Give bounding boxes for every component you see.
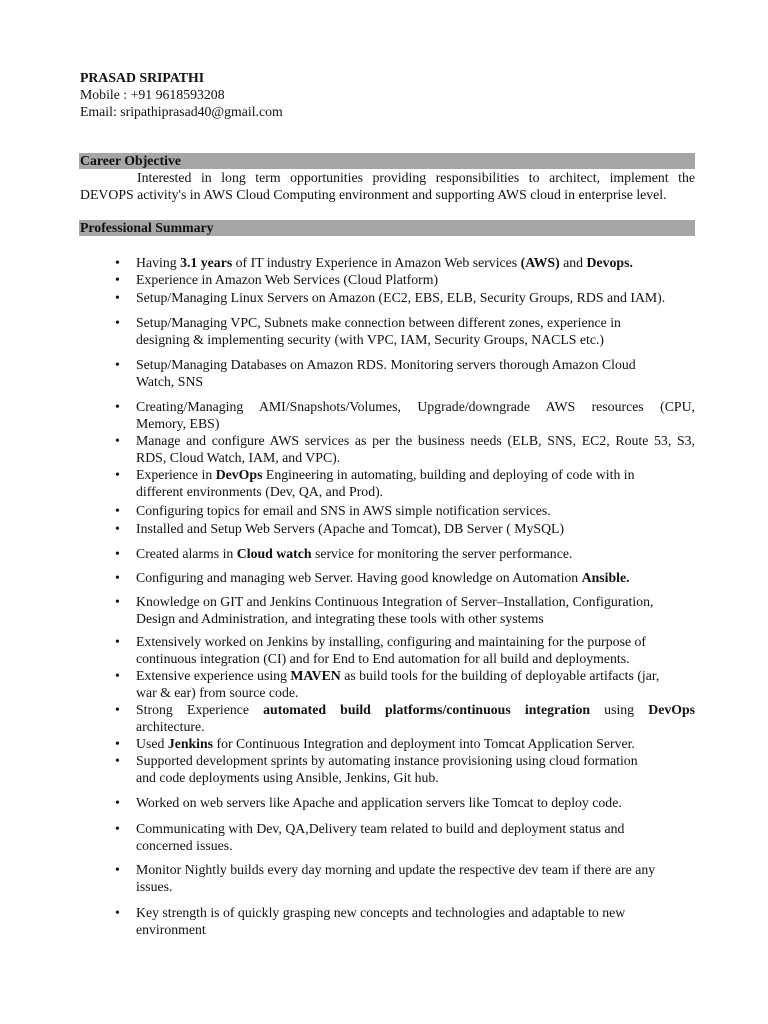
- summary-item-line: [136, 398, 695, 415]
- summary-item: [115, 502, 695, 519]
- summary-text: Setup/Managing Linux Servers on Amazon (EC2, EBS, ELB, Security Groups, RDS and IAM).: [136, 290, 666, 305]
- bullet-symbol: •: [115, 315, 120, 330]
- summary-text: Configuring topics for email and SNS in AWS simple notification services.: [136, 503, 551, 518]
- summary-item: [115, 794, 695, 811]
- summary-item-line: [136, 878, 695, 895]
- professional-summary-heading: Professional Summary: [80, 220, 214, 235]
- summary-text: Creating/Managing AMI/Snapshots/Volumes, Upgrade/downgrade AWS resources (CPU,: [136, 399, 695, 414]
- email-address: Email: sripathiprasad40@gmail.com: [80, 104, 283, 119]
- bullet-symbol: •: [115, 399, 120, 414]
- summary-item-line: [136, 502, 695, 519]
- summary-item-line: [136, 752, 695, 769]
- summary-item-line: [136, 718, 695, 735]
- bullet-symbol: •: [115, 272, 120, 287]
- bullet-symbol: •: [115, 668, 120, 683]
- bullet-symbol: •: [115, 862, 120, 877]
- bullet-symbol: •: [115, 702, 120, 717]
- summary-text-bold: Ansible.: [581, 570, 630, 585]
- summary-text: for Continuous Integration and deployment into Tomcat Application Server.: [213, 736, 635, 751]
- summary-item-line: [136, 289, 695, 306]
- summary-text-bold: Cloud watch: [236, 546, 312, 561]
- career-objective-heading: Career Objective: [80, 153, 182, 168]
- summary-item-line: [136, 483, 695, 500]
- summary-item-line: [136, 466, 695, 483]
- bullet-symbol: •: [115, 821, 120, 836]
- summary-text: Monitor Nightly builds every day morning and update the respective dev team if there are any: [136, 862, 656, 877]
- summary-item-line: [136, 904, 695, 921]
- summary-text: Communicating with Dev, QA,Delivery team related to build and deployment status and: [136, 821, 625, 836]
- summary-item-line: [136, 701, 695, 718]
- summary-text: Setup/Managing VPC, Subnets make connection between different zones, experience in: [136, 315, 621, 330]
- career-objective-text: [80, 169, 695, 203]
- bullet-symbol: •: [115, 503, 120, 518]
- summary-text: Supported development sprints by automating instance provisioning using cloud formation: [136, 753, 638, 768]
- summary-text: different environments (Dev, QA, and Prod).: [136, 484, 384, 499]
- summary-text: Memory, EBS): [136, 416, 220, 431]
- bullet-symbol: •: [115, 255, 120, 270]
- summary-text: and code deployments using Ansible, Jenkins, Git hub.: [136, 770, 439, 785]
- summary-text: Used: [136, 736, 168, 751]
- summary-item-line: [136, 837, 695, 854]
- professional-summary-heading-bar: [79, 220, 695, 236]
- summary-text: using: [590, 702, 649, 717]
- objective-line: Interested in long term opportunities providing responsibilities to architect, implement the: [137, 170, 695, 185]
- summary-item: [115, 820, 695, 854]
- objective-line: DEVOPS activity's in AWS Cloud Computing environment and supporting AWS cloud in enterprise level.: [80, 187, 667, 202]
- summary-item-line: [136, 432, 695, 449]
- summary-item: [115, 254, 695, 271]
- summary-text: Extensive experience using: [136, 668, 291, 683]
- bullet-symbol: •: [115, 290, 120, 305]
- summary-item: [115, 593, 695, 627]
- summary-item: [115, 271, 695, 288]
- summary-text: issues.: [136, 879, 173, 894]
- summary-item-line: [136, 861, 695, 878]
- summary-item: [115, 520, 695, 537]
- bullet-symbol: •: [115, 736, 120, 751]
- summary-text: Experience in Amazon Web Services (Cloud Platform): [136, 272, 439, 287]
- summary-text: Strong Experience: [136, 702, 264, 717]
- career-objective-heading-bar: [79, 153, 695, 169]
- summary-item: [115, 356, 695, 390]
- bullet-symbol: •: [115, 594, 120, 609]
- summary-item-line: [136, 667, 695, 684]
- summary-text: as build tools for the building of deployable artifacts (jar,: [340, 668, 660, 683]
- summary-item: [115, 569, 695, 586]
- summary-item-line: [136, 650, 695, 667]
- summary-text: war & ear) from source code.: [136, 685, 299, 700]
- summary-text: Created alarms in: [136, 546, 237, 561]
- summary-text-bold: DevOps: [648, 702, 696, 717]
- summary-text: concerned issues.: [136, 838, 233, 853]
- summary-text: Extensively worked on Jenkins by installing, configuring and maintaining for the purpose of: [136, 634, 647, 649]
- summary-text: of IT industry Experience in Amazon Web services: [232, 255, 521, 270]
- summary-item-line: [136, 449, 695, 466]
- summary-item: [115, 735, 695, 752]
- summary-text: Key strength is of quickly grasping new concepts and technologies and adaptable to new: [136, 905, 626, 920]
- summary-item: [115, 752, 695, 786]
- summary-text: Worked on web servers like Apache and application servers like Tomcat to deploy code.: [136, 795, 622, 810]
- summary-item-line: [136, 610, 695, 627]
- bullet-symbol: •: [115, 521, 120, 536]
- summary-item: [115, 667, 695, 701]
- summary-item: [115, 466, 695, 500]
- summary-text: Setup/Managing Databases on Amazon RDS. Monitoring servers thorough Amazon Cloud: [136, 357, 636, 372]
- summary-text-bold: automated build platforms/continuous integration: [263, 702, 591, 717]
- professional-summary-list: [115, 254, 696, 938]
- summary-text: Configuring and managing web Server. Having good knowledge on Automation: [136, 570, 582, 585]
- summary-item-line: [136, 520, 695, 537]
- bullet-symbol: •: [115, 357, 120, 372]
- summary-item-line: [136, 794, 695, 811]
- bullet-symbol: •: [115, 467, 120, 482]
- summary-item-line: [136, 593, 695, 610]
- summary-item: [115, 861, 695, 895]
- summary-item: [115, 432, 695, 466]
- bullet-symbol: •: [115, 634, 120, 649]
- summary-text-bold: 3.1 years: [180, 255, 233, 270]
- summary-item-line: [136, 569, 695, 586]
- summary-item: [115, 398, 695, 432]
- summary-item: [115, 314, 695, 348]
- summary-text-bold: Jenkins: [167, 736, 214, 751]
- summary-text: Knowledge on GIT and Jenkins Continuous Integration of Server–Installation, Configuration,: [136, 594, 654, 609]
- summary-item-line: [136, 921, 695, 938]
- summary-text: Engineering in automating, building and deploying of code with in: [262, 467, 635, 482]
- summary-text-bold: MAVEN: [290, 668, 341, 683]
- summary-item-line: [136, 735, 695, 752]
- summary-text: Having: [136, 255, 181, 270]
- bullet-symbol: •: [115, 433, 120, 448]
- summary-item-line: [136, 684, 695, 701]
- summary-item-line: [136, 633, 695, 650]
- summary-item-line: [136, 356, 695, 373]
- summary-item-line: [136, 331, 695, 348]
- summary-text: designing & implementing security (with VPC, IAM, Security Groups, NACLS etc.): [136, 332, 605, 347]
- summary-item-line: [136, 820, 695, 837]
- summary-item: [115, 545, 695, 562]
- summary-text: Manage and configure AWS services as per the business needs (ELB, SNS, EC2, Route 53, S3,: [136, 433, 695, 448]
- summary-item-line: [136, 545, 695, 562]
- candidate-name: PRASAD SRIPATHI: [80, 70, 205, 85]
- summary-item: [115, 904, 695, 938]
- summary-item-line: [136, 271, 695, 288]
- bullet-symbol: •: [115, 795, 120, 810]
- summary-item: [115, 633, 695, 667]
- bullet-symbol: •: [115, 546, 120, 561]
- bullet-symbol: •: [115, 905, 120, 920]
- resume-header: [80, 69, 283, 120]
- summary-text: service for monitoring the server performance.: [311, 546, 573, 561]
- summary-text: Design and Administration, and integrating these tools with other systems: [136, 611, 544, 626]
- summary-text: architecture.: [136, 719, 205, 734]
- summary-text-bold: Devops.: [586, 255, 633, 270]
- summary-text-bold: DevOps: [215, 467, 263, 482]
- summary-text: RDS, Cloud Watch, IAM, and VPC).: [136, 450, 341, 465]
- summary-item-line: [136, 314, 695, 331]
- summary-text: continuous integration (CI) and for End to End automation for all build and deployments.: [136, 651, 630, 666]
- summary-item-line: [136, 769, 695, 786]
- summary-item: [115, 701, 696, 735]
- summary-text-bold: (AWS): [520, 255, 560, 270]
- summary-text: environment: [136, 922, 206, 937]
- mobile-number: Mobile : +91 9618593208: [80, 87, 225, 102]
- summary-item-line: [136, 254, 695, 271]
- summary-text: Watch, SNS: [136, 374, 204, 389]
- summary-item-line: [136, 415, 695, 432]
- summary-text: and: [559, 255, 587, 270]
- summary-item-line: [136, 373, 695, 390]
- bullet-symbol: •: [115, 753, 120, 768]
- summary-item: [115, 289, 695, 306]
- summary-text: Installed and Setup Web Servers (Apache and Tomcat), DB Server ( MySQL): [136, 521, 565, 536]
- summary-text: Experience in: [136, 467, 216, 482]
- bullet-symbol: •: [115, 570, 120, 585]
